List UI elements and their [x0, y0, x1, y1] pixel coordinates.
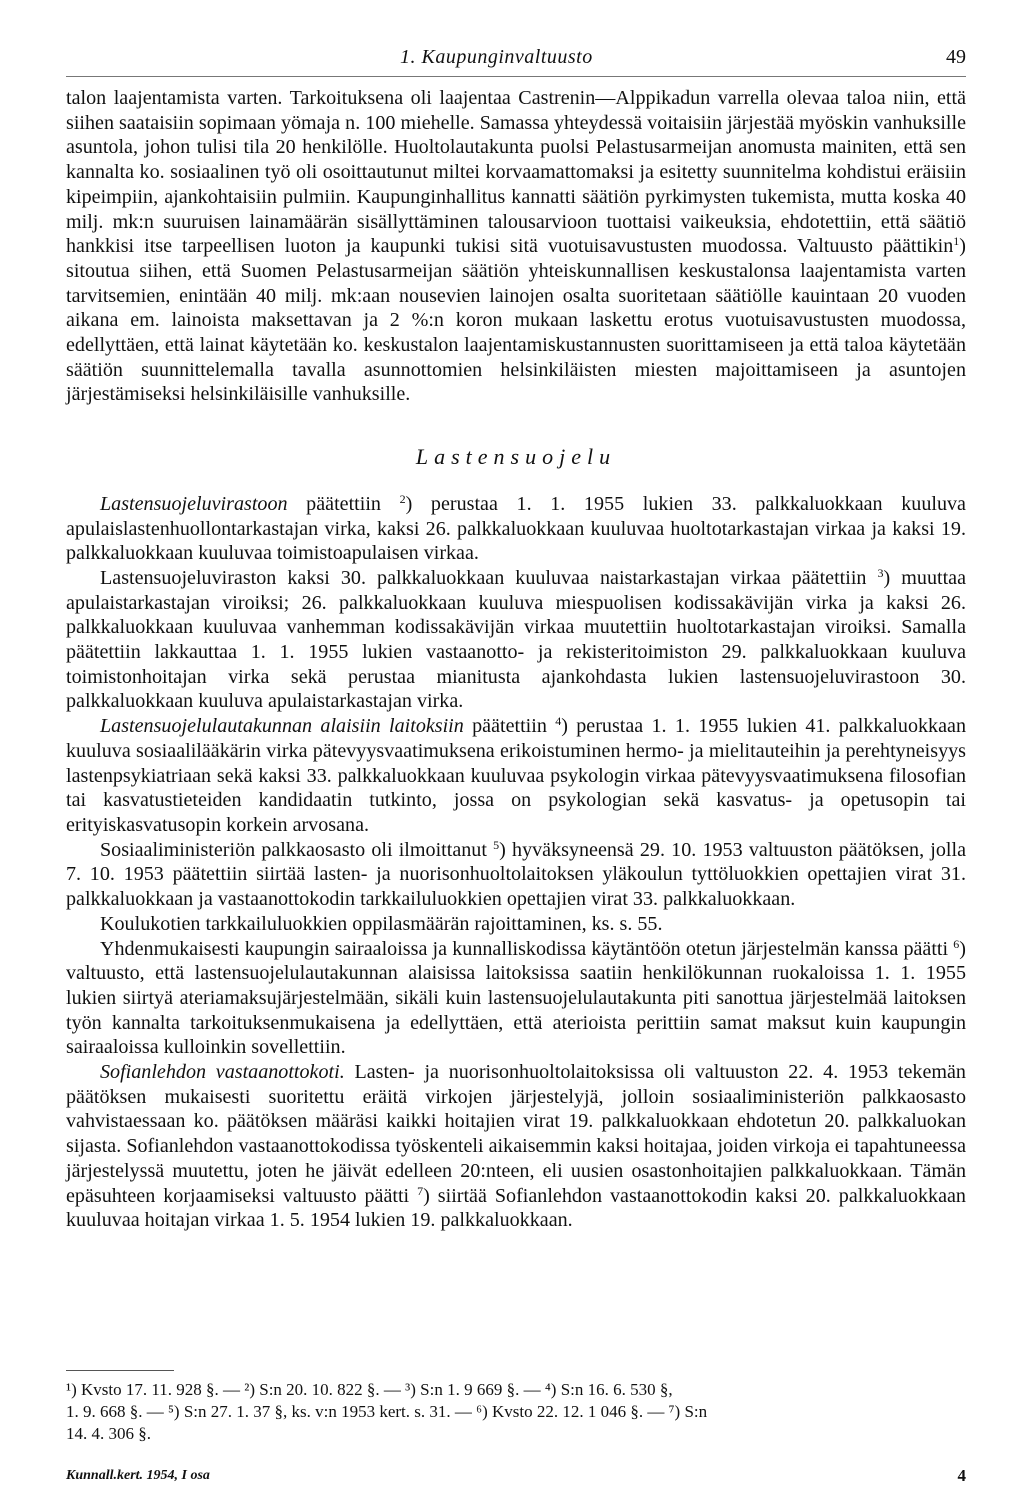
footnote-ref: 2	[399, 491, 406, 506]
page-number: 49	[946, 46, 966, 68]
running-header	[66, 46, 966, 77]
paragraph-text: Sosiaaliministeriön palkkaosasto oli ilmoittanut	[100, 838, 487, 861]
paragraph-text: päätettiin	[287, 492, 381, 515]
footnote-ref: 1	[953, 234, 960, 249]
paragraph: Lastensuojeluviraston kaksi 30. palkkaluokkaan kuuluvaa naistarkastajan virkaa päätettiin $^3$) muuttaa apulaistarkastajan viroiksi; 26. palkkaluokkaan kuuluva miespuolisen kodissakävijän virka ja kaksi 26. palkkaluokkaan kuuluvaa vanhemman kodissakävijän virkaa muutettiin huoltotarkastajan viroiksi. Samalla päätettiin lakkauttaa 1. 1. 1955 lukien vastaanotto- ja rekisteritoimiston 29. palkkaluokkaan kuuluva toimistonhoitajan virka sekä perustaa mianitusta ajankohdasta lukien lastensuojeluvirastoon 30. palkkaluokkaan kuuluva apulaistarkastajan virka.	[66, 565, 966, 713]
footer-source: Kunnall.kert. 1954, I osa	[66, 1468, 210, 1483]
paragraph-text: muuttaa apulaistarkastajan viroiksi; 26. palkkaluokkaan kuuluva miespuolisen kodissakävijän virka ja kaksi 26. palkkaluokkaan kuuluvaa vanhemman kodissakävijän virkaa muutettiin huoltotarkastajan viroiksi. Samalla päätettiin lakkauttaa 1. 1. 1955 lukien vastaanotto- ja rekisteritoimiston 29. palkkaluokkaan kuuluva toimistonhoitajan virka sekä perustaa mianitusta ajankohdasta lukien lastensuojeluvirastoon 30. palkkaluokkaan kuuluva apulaistarkastajan virka.	[66, 566, 966, 713]
paragraph: Lastensuojeluvirastoon päätettiin $^2$) perustaa 1. 1. 1955 lukien 33. palkkaluokkaan kuuluva apulaislastenhuollontarkastajan virka, kaksi 26. palkkaluokkaan kuuluvaa huoltotarkastajan virkaa ja kaksi 19. palkkaluokkaan kuuluvaa toimistoapulaisen virkaa.	[66, 491, 966, 565]
paragraph: Sofianlehdon vastaanottokoti. Lasten- ja nuorisonhuoltolaitoksissa oli valtuuston 22. 4. 1953 tekemän päätöksen mukaisesti suoritettu eräitä virkojen järjestelyjä, jolloin sosiaaliministeriön palkkaosasto vahvistaessaan ko. päätöksen määräsi kaikki hoitajien virat 19. palkkaluokkaan ehdotetun 20. palkkaluokan sijasta. Sofianlehdon vastaanottokodissa työskenteli aikaisemmin kaksi hoitajaa, joiden virkoja ei tapahtuneessa järjestelyssä muutettu, joten he jäivät edelleen 20:nteen, eli uusien osastonhoitajien palkkaluokkaan. Tämän epäsuhteen korjaamiseksi valtuusto päätti $^7$) siirtää Sofianlehdon vastaanottokodin kaksi 20. palkkaluokkaan kuuluvaa hoitajan virkaa 1. 5. 1954 lukien 19. palkkaluokkaan.	[66, 1061, 966, 1232]
section-heading: Lastensuojelu	[415, 444, 617, 470]
paragraph-text: perustaa 1. 1. 1955 lukien 33. palkkaluokkaan kuuluva apulaislastenhuollontarkastajan virka, kaksi 26. palkkaluokkaan kuuluvaa huoltotarkastajan virkaa ja kaksi 19. palkkaluokkaan kuuluvaa toimistoapulaisen virkaa.	[66, 492, 966, 565]
paragraph: Lastensuojelulautakunnan alaisiin laitoksiin päätettiin $^4$) perustaa 1. 1. 1955 lukien 41. palkkaluokkaan kuuluva sosiaalilääkärin virka pätevyysvaatimuksena erikoistuminen hermo- ja mielitauteihin ja perehtyneisyys lastenpsykiatriaan sekä kaksi 33. palkkaluokkaan kuuluvaa psykologin virkaa pätevyysvaatimuksena filosofian tai kasvatustieteiden kandidaatin tutkinto, jossa on psykologian sekä kasvatus- ja opetusopin tai erityiskasvatusopin korkein arvosana.	[66, 714, 966, 836]
paragraph-text: hyväksyneensä 29. 10. 1953 valtuuston päätöksen, jolla 7. 10. 1953 päätettiin siirtää lasten- ja nuorisonhuoltolaitoksen yläkoulun tyttöluokkien opettajien virat 31. palkkaluokkaan ja vastaanottokodin tarkkailuluokkien opettajien virat 33. palkkaluokkaan.	[66, 838, 967, 911]
footnote-ref: 5	[493, 837, 500, 852]
footnote-ref: 7	[417, 1183, 424, 1198]
footnote-line: ¹) Kvsto 17. 11. 928 §. — ²) S:n 20. 10. 822 §. — ³) S:n 1. 9 669 §. — ⁴) S:n 16. 6. 530 §,	[66, 1380, 673, 1399]
paragraph-lead: Sofianlehdon vastaanottokoti.	[100, 1061, 345, 1084]
footnote-line: 14. 4. 306 §.	[66, 1424, 151, 1443]
footnotes	[66, 1370, 966, 1445]
paragraph: Koulukotien tarkkailuluokkien oppilasmäärän rajoittaminen, ks. s. 55.	[100, 912, 663, 935]
footnote-divider	[66, 1370, 174, 1371]
footer-signature-number: 4	[957, 1466, 966, 1485]
paragraph-text: Yhdenmukaisesti kaupungin sairaaloissa ja kunnalliskodissa käytäntöön otetun järjestelmän kanssa päätti	[100, 937, 949, 960]
paragraph-text: Lasten- ja nuorisonhuoltolaitoksissa oli valtuuston 22. 4. 1953 tekemän päätöksen mukaisesti suoritettu eräitä virkojen järjestelyjä, jolloin sosiaaliministeriön palkkaosasto vahvistaessaan ko. päätöksen määräsi kaikki hoitajien virat 19. palkkaluokkaan ehdotetun 20. palkkaluokan sijasta. Sofianlehdon vastaanottokodissa työskenteli aikaisemmin kaksi hoitajaa, joiden virkoja ei tapahtuneessa järjestelyssä muutettu, joten he jäivät edelleen 20:nteen, eli uusien osastonhoitajien palkkaluokkaan. Tämän epäsuhteen korjaamiseksi valtuusto päätti	[66, 1061, 966, 1207]
footnote-ref: 6	[953, 936, 960, 951]
paragraph-text: valtuusto, että lastensuojelulautakunnan alaisissa laitoksissa saatiin henkilökunnan ruokaloissa 1. 1. 1955 lukien siirtyä ateriamaksujärjestelmään, sikäli kuin lastensuojelulautakunta piti sanottua järjestelmää laitoksen työn kannalta tarkoituksenmukaisena ja edellyttäen, että aterioista perittiin samat maksut kuin kaupungin sairaaloissa kulloinkin sovellettiin.	[66, 962, 966, 1059]
header-title: 1. Kaupunginvaltuusto	[400, 46, 593, 68]
body-text	[66, 86, 966, 1233]
paragraph-text: perustaa 1. 1. 1955 lukien 41. palkkaluokkaan kuuluva sosiaalilääkärin virka pätevyysvaatimuksena erikoistuminen hermo- ja mielitauteihin ja perehtyneisyys lastenpsykiatriaan sekä kaksi 33. palkkaluokkaan kuuluvaa psykologin virkaa pätevyysvaatimuksena filosofian tai kasvatustieteiden kandidaatin tutkinto, jossa on psykologian sekä kasvatus- ja opetusopin tai erityiskasvatusopin korkein arvosana.	[66, 715, 966, 836]
paragraph-lead: Lastensuojeluvirastoon	[100, 492, 288, 515]
footnote-ref: 4	[555, 714, 562, 729]
footnote-ref: 3	[877, 565, 884, 580]
paragraph-text: siirtää Sofianlehdon vastaanottokodin kaksi 20. palkkaluokkaan kuuluvaa hoitajan virkaa 1. 5. 1954 lukien 19. palkkaluokkaan.	[66, 1184, 966, 1232]
paragraph-lead: Lastensuojelulautakunnan alaisiin laitoksiin	[100, 715, 464, 738]
paragraph-text: sitoutua siihen, että Suomen Pelastusarmeijan säätiön yhteiskunnallisen keskustalonsa laajentamista varten tarvitsemien, enintään 40 milj. mk:aan nousevien lainojen osalta suoritetaan säätiölle kauintaan 20 vuoden aikana em. lainoista maksettavan ja 2 %:n koron mukaan laskettu erotus vuotuisavustusten muodossa, edellyttäen, että lainat käytetään ko. keskustalon laajentamiskustannusten suorittamiseen ja että taloa käytetään säätiön suunnittelemalla tavalla asunnottomien helsinkiläisten miesten majoittamiseen ja asuntojen järjestämiseksi helsinkiläisille vanhuksille.	[66, 259, 966, 406]
paragraph-text: talon laajentamista varten. Tarkoituksena oli laajentaa Castrenin—Alppikadun varrella olevaa taloa niin, että siihen saataisiin sopimaan yömaja n. 100 miehelle. Samassa yhteydessä voitaisiin järjestää myöskin vanhuksille asuntola, johon tulisi tila 20 henkilölle. Huoltolautakunta puolsi Pelastusarmeijan anomusta mainiten, että sen kannalta ko. sosiaalinen työ oli osoittautunut miltei korvaamattomaksi ja esitetty suunnitelma kohdistui eräisiin kipeimpiin, ajankohtaisiin pulmiin. Kaupunginhallitus kannatti säätiön pyrkimysten tukemista, mutta koska 40 milj. mk:n suuruisen lainamäärän sisällyttäminen talousarvioon tuottaisi vaikeuksia, ehdotettiin, että säätiö hankkisi itse tarpeellisen luoton ja kaupunki tukisi sitä vuotuisavustusten muodossa. Valtuusto päättikin	[66, 87, 966, 258]
page-footer	[66, 1468, 966, 1488]
paragraph: talon laajentamista varten. Tarkoituksena oli laajentaa Castrenin—Alppikadun varrella olevaa taloa niin, että siihen saataisiin sopimaan yömaja n. 100 miehelle. Samassa yhteydessä voitaisiin järjestää myöskin vanhuksille asuntola, johon tulisi tila 20 henkilölle. Huoltolautakunta puolsi Pelastusarmeijan anomusta mainiten, että sen kannalta ko. sosiaalinen työ oli osoittautunut miltei korvaamattomaksi ja esitetty suunnitelma kohdistui eräisiin kipeimpiin, ajankohtaisiin pulmiin. Kaupunginhallitus kannatti säätiön pyrkimysten tukemista, mutta koska 40 milj. mk:n suuruisen lainamäärän sisällyttäminen talousarvioon tuottaisi vaikeuksia, ehdotettiin, että säätiö hankkisi itse tarpeellisen luoton ja kaupunki tukisi sitä vuotuisavustusten muodossa. Valtuusto päättikin$^1$) sitoutua siihen, että Suomen Pelastusarmeijan säätiön yhteiskunnallisen keskustalonsa laajentamista varten tarvitsemien, enintään 40 milj. mk:aan nousevien lainojen osalta suoritetaan säätiölle kauintaan 20 vuoden aikana em. lainoista maksettavan ja 2 %:n koron mukaan laskettu erotus vuotuisavustusten muodossa, edellyttäen, että lainat käytetään ko. keskustalon laajentamiskustannusten suorittamiseen ja että taloa käytetään säätiön suunnittelemalla tavalla asunnottomien helsinkiläisten miesten majoittamiseen ja asuntojen järjestämiseksi helsinkiläisille vanhuksille.	[66, 87, 966, 406]
paragraph: Yhdenmukaisesti kaupungin sairaaloissa ja kunnalliskodissa käytäntöön otetun järjestelmän kanssa päätti $^6$) valtuusto, että lastensuojelulautakunnan alaisissa laitoksissa saatiin henkilökunnan ruokaloissa 1. 1. 1955 lukien siirtyä ateriamaksujärjestelmään, sikäli kuin lastensuojelulautakunta piti sanottua järjestelmää laitoksen työn kannalta tarkoituksenmukaisena ja edellyttäen, että aterioista perittiin samat maksut kuin kaupungin sairaaloissa kulloinkin sovellettiin.	[66, 936, 966, 1059]
paragraph-text: päätettiin	[463, 715, 547, 738]
footnote-line: 1. 9. 668 §. — ⁵) S:n 27. 1. 37 §, ks. v:n 1953 kert. s. 31. — ⁶) Kvsto 22. 12. 1 046 §. — ⁷) S:n	[66, 1402, 708, 1421]
paragraph: Sosiaaliministeriön palkkaosasto oli ilmoittanut $^5$) hyväksyneensä 29. 10. 1953 valtuuston päätöksen, jolla 7. 10. 1953 päätettiin siirtää lasten- ja nuorisonhuoltolaitoksen yläkoulun tyttöluokkien opettajien virat 31. palkkaluokkaan ja vastaanottokodin tarkkailuluokkien opettajien virat 33. palkkaluokkaan.	[66, 837, 967, 911]
paragraph-text: Lastensuojeluviraston kaksi 30. palkkaluokkaan kuuluvaa naistarkastajan virkaa päätettiin	[100, 566, 867, 589]
